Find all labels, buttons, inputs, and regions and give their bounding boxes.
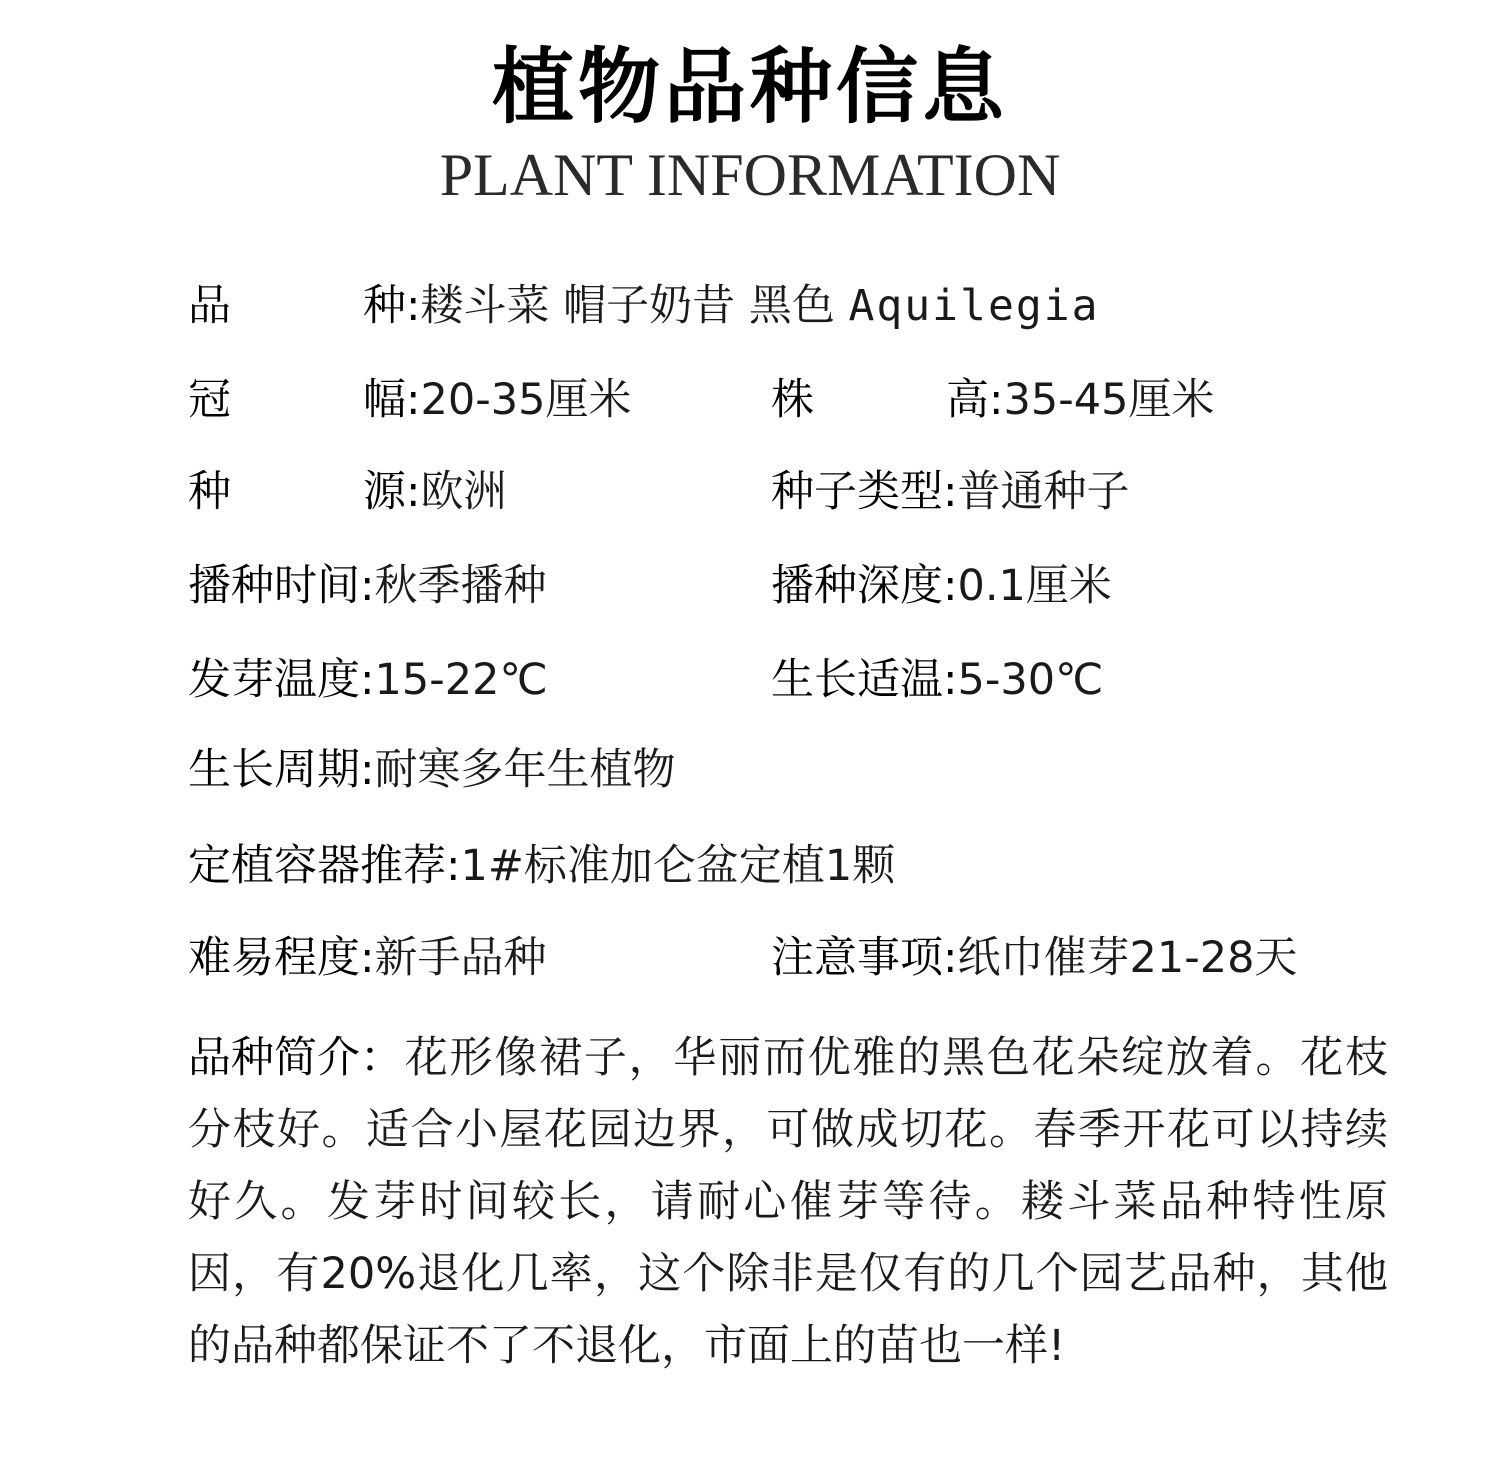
colon: :: [406, 281, 421, 331]
sow-depth-label: 播种深度: [771, 561, 943, 611]
grow-temp-value: 5-30℃: [957, 655, 1104, 705]
origin-field: [188, 462, 507, 522]
notes-field: [771, 928, 1297, 988]
cycle-label: 生长周期: [188, 745, 360, 795]
container-value: 1#标准加仑盆定植1颗: [460, 841, 896, 891]
colon: :: [446, 841, 461, 891]
colon: :: [943, 655, 958, 705]
colon: :: [406, 375, 421, 425]
difficulty-field: [188, 928, 547, 988]
crown-label: 冠幅: [188, 375, 406, 425]
germ-temp-label: 发芽温度: [188, 655, 360, 705]
difficulty-label: 难易程度: [188, 933, 360, 983]
colon: :: [360, 933, 375, 983]
container-label: 定植容器推荐: [188, 841, 446, 891]
colon: :: [989, 375, 1004, 425]
intro-label: 品种简介：: [188, 1033, 403, 1083]
germ-temp-value: 15-22℃: [374, 655, 548, 705]
page-title: 植物品种信息: [491, 40, 1008, 135]
height-label: 株高: [771, 375, 989, 425]
colon: :: [360, 745, 375, 795]
container-field: [188, 836, 895, 896]
seed-type-field: [771, 462, 1130, 522]
cycle-value: 耐寒多年生植物: [374, 745, 676, 795]
colon: :: [360, 655, 375, 705]
grow-temp-label: 生长适温: [771, 655, 943, 705]
seed-type-label: 种子类型: [771, 467, 943, 517]
colon: :: [943, 933, 958, 983]
notes-label: 注意事项: [771, 933, 943, 983]
notes-value: 纸巾催芽21-28天: [957, 933, 1298, 983]
colon: :: [943, 561, 958, 611]
colon: :: [943, 467, 958, 517]
colon: :: [360, 561, 375, 611]
variety-value: 耧斗菜 帽子奶昔 黑色: [420, 281, 849, 331]
sow-depth-value: 0.1厘米: [957, 561, 1112, 611]
sow-depth-field: [771, 556, 1112, 616]
difficulty-value: 新手品种: [374, 933, 547, 983]
germ-temp-field: [188, 650, 548, 710]
crown-value: 20-35厘米: [420, 375, 632, 425]
sow-time-label: 播种时间: [188, 561, 360, 611]
seed-type-value: 普通种子: [957, 467, 1130, 517]
origin-label: 种源: [188, 467, 406, 517]
crown-field: [188, 370, 631, 430]
page-subtitle: PLANT INFORMATION: [439, 142, 1061, 208]
sow-time-value: 秋季播种: [374, 561, 547, 611]
grow-temp-field: [771, 650, 1103, 710]
sow-time-field: [188, 556, 547, 616]
variety-intro: [188, 1022, 1388, 1382]
height-value: 35-45厘米: [1003, 375, 1215, 425]
height-field: [771, 370, 1214, 430]
colon: :: [406, 467, 421, 517]
origin-value: 欧洲: [420, 467, 507, 517]
variety-label: 品种: [188, 281, 406, 331]
cycle-field: [188, 740, 676, 800]
variety-field: [188, 276, 1100, 336]
variety-latin-name: Aquilegia: [848, 281, 1100, 331]
intro-text: 花形像裙子，华丽而优雅的黑色花朵绽放着。花枝分枝好。适合小屋花园边界，可做成切花。春季开花可以持续好久。发芽时间较长，请耐心催芽等待。耧斗菜品种特性原因，有20%退化几率，这个除非是仅有的几个园艺品种，其他的品种都保证不了不退化，市面上的苗也一样!: [188, 1033, 1388, 1371]
